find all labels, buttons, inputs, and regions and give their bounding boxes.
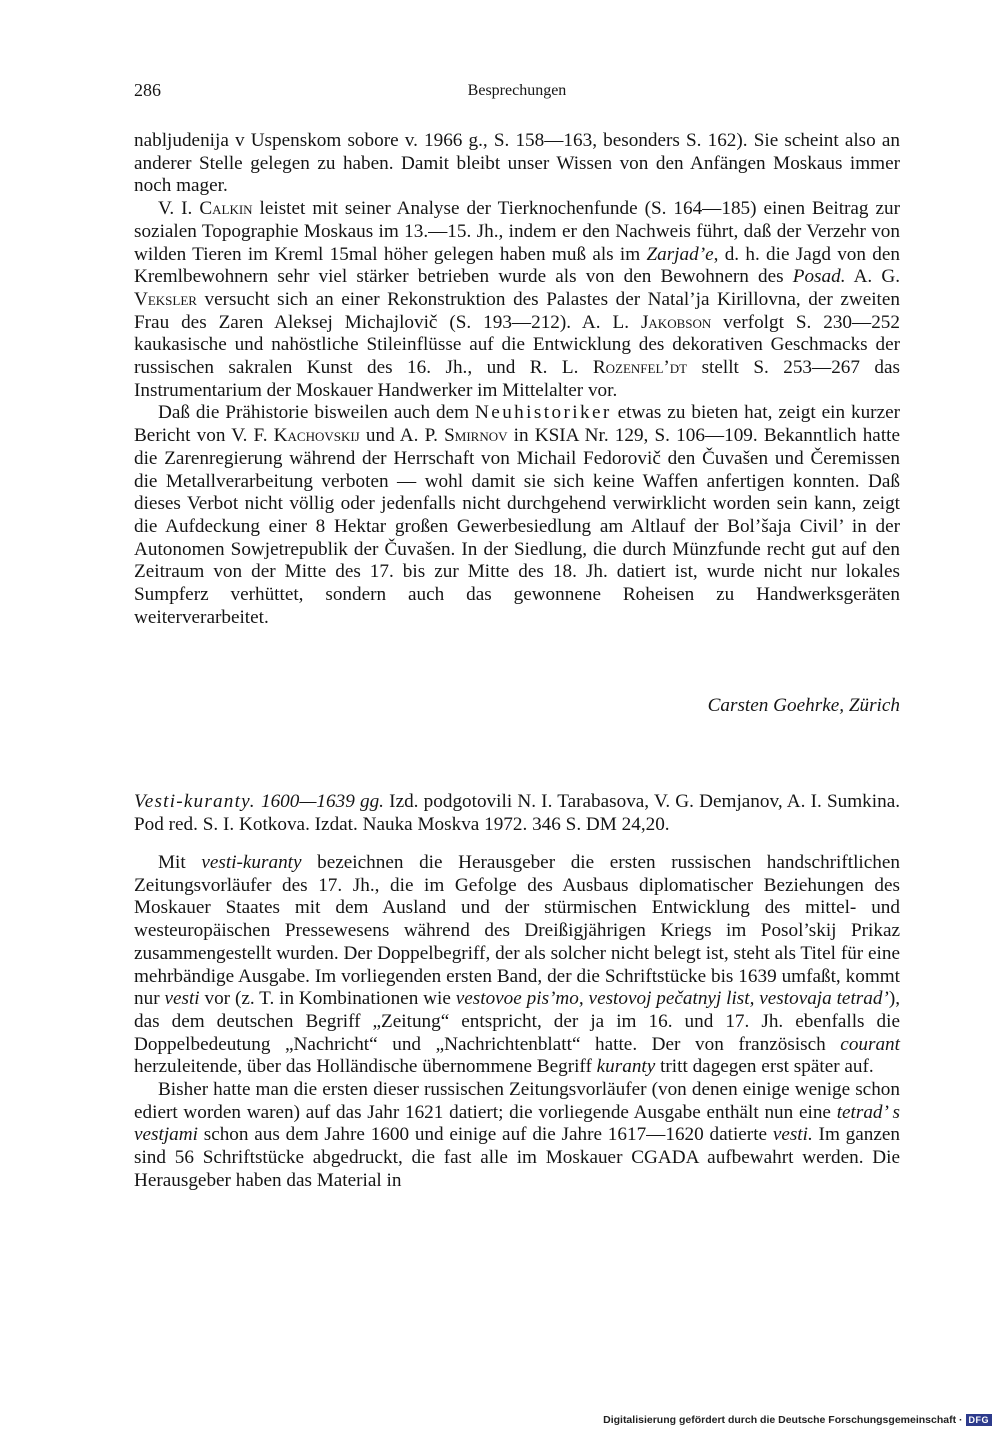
book-years: 1600—1639 gg. <box>260 791 384 812</box>
page-number: 286 <box>134 80 161 100</box>
author-name: Rozenfel’dt <box>592 357 688 379</box>
reviewer-signature: Carsten Goehrke, Zürich <box>707 695 900 716</box>
dfg-logo-icon: DFG <box>966 1414 993 1426</box>
author-name: Veksler <box>134 288 197 310</box>
review-2-body <box>134 852 900 1193</box>
running-title: Besprechungen <box>467 82 567 99</box>
author-name: Smirnov <box>444 425 508 447</box>
paragraph: Daß die Prähistorie bisweilen auch dem Neuhistoriker etwas zu bieten hat, zeigt ein kurzer Bericht von V. F. Kachovskij und A. P. Smirnov in KSIA Nr. 129, S. 106—109. Bekanntlich hatte die Zarenregierung während der Herrschaft von Michail Fedorovič den Čuvašen und Čeremissen die Metallverarbeitung verboten — wohl damit sie sich keine Waffen anfertigen konnten. Daß dieses Verbot nicht völlig oder jedenfalls nicht durchgehend verwirklicht worden sein kann, zeigt die Aufdeckung einer 8 Hektar großen Gewerbesiedlung am Altlauf der Bol’šaja Civil’ in der Autonomen Sowjetrepublik der Čuvašen. In der Siedlung, die durch Münzfunde recht gut auf den Zeitraum von der Mitte des 17. bis zur Mitte des 18. Jh. datiert ist, wurde nicht nur lokales Sumpferz verhüttet, sondern auch das gewonnene Roheisen zu Handwerksgeräten weiterverarbeitet. <box>134 402 900 628</box>
term: vesti-kuranty <box>201 852 302 873</box>
bibliographic-entry <box>134 790 900 836</box>
author-name: Calkin <box>199 198 253 220</box>
paragraph: Mit vesti-kuranty bezeichnen die Herausgeber die ersten russischen handschriftlichen Zeitungsvorläufer des 17. Jh., die im Gefolge des Ausbaus diplomatischer Beziehungen des Moskauer Staates mit dem Ausland und der stürmischen Entwicklung des mittel- und westeuropäischen Pressewesens während des Dreißigjährigen Kriegs im Posol’skij Prikaz zusammengestellt wurden. Der Doppelbegriff, der als solcher nicht belegt ist, steht als Titel für eine mehrbändige Ausgabe. Im vorliegenden ersten Band, der die Schriftstücke bis 1639 umfaßt, kommt nur vesti vor (z. T. in Kombinationen wie vestovoe pis’mo, vestovoj pečatnyj list, vestovaja tetrad’), das dem deutschen Begriff „Zeitung“ entspricht, der ja im 16. und 17. Jh. ebenfalls die Doppelbedeutung „Nachricht“ und „Nachrichtenblatt“ hatte. Der von französisch courant herzuleitende, über das Holländische übernommene Begriff kuranty tritt dagegen erst später auf. <box>134 852 901 1078</box>
author-name: Jakobson <box>640 311 712 333</box>
review-1-body <box>134 130 900 629</box>
paragraph: nabljudenija v Uspenskom sobore v. 1966 g., S. 158—163, besonders S. 162). Sie scheint also an anderer Stelle gelegen zu haben. Damit bleibt unser Wissen von den Anfängen Moskaus immer noch mager. <box>134 130 900 197</box>
page-header <box>134 80 900 108</box>
credit-text: Digitalisierung gefördert durch die Deutsche Forschungsgemeinschaft · <box>603 1414 963 1426</box>
place-name: Zarjad’e <box>646 243 714 265</box>
term: vestovoe pis’mo, vestovoj pečatnyj list, vestovaja tetrad’ <box>455 988 889 1010</box>
term: courant <box>840 1033 900 1055</box>
publication-details: Izd. podgotovili N. I. Tarabasova, V. G. Demjanov, A. I. Sumkina. Pod red. S. I. Kotkova. Izdat. Nauka Moskva 1972. 346 S. DM 24,20. <box>134 791 901 835</box>
paragraph: V. I. Calkin leistet mit seiner Analyse der Tierknochenfunde (S. 164—185) einen Beitrag zur sozialen Topographie Moskaus im 13.—15. Jh., indem er den Nachweis führt, daß der Verzehr von wilden Tieren im Kreml 15mal höher gelegen haben muß als im Zarjad’e, d. h. die Jagd von den Kremlbewohnern sehr viel stärker betrieben wurde als von den Bewohnern des Posad. A. G. Veksler versucht sich an einer Rekonstruktion des Palastes der Natal’ja Kirillovna, der zweiten Frau des Zaren Aleksej Michajlovič (S. 193—212). A. L. Jakobson verfolgt S. 230—252 kaukasische und nahöstliche Stileinflüsse auf die Entwicklung des dekorativen Geschmacks der russischen sakralen Kunst des 16. Jh., und R. L. Rozenfel’dt stellt S. 253—267 das Instrumentarium der Moskauer Handwerker im Mittelalter vor. <box>134 198 901 401</box>
term: kuranty <box>596 1056 656 1078</box>
term: tetrad’ s vestjami <box>134 1101 900 1146</box>
digitization-credit <box>603 1414 992 1426</box>
term: vesti. <box>772 1124 813 1146</box>
term: vesti <box>164 988 200 1010</box>
term: Posad. <box>792 266 846 288</box>
book-title: Vesti-kuranty. <box>134 791 256 812</box>
spaced-emphasis: Neuhistoriker <box>475 402 612 424</box>
paragraph: Bisher hatte man die ersten dieser russischen Zeitungsvorläufer (von denen einige wenige schon ediert worden waren) auf das Jahr 1621 datiert; die vorliegende Ausgabe enthält nun eine tetrad’ s vestjami schon aus dem Jahre 1600 und einige auf die Jahre 1617—1620 datierte vesti. Im ganzen sind 56 Schriftstücke abgedruckt, die fast alle im Moskauer CGADA aufbewahrt werden. Die Herausgeber haben das Material in <box>134 1079 900 1191</box>
author-name: Kachovskij <box>273 425 360 447</box>
